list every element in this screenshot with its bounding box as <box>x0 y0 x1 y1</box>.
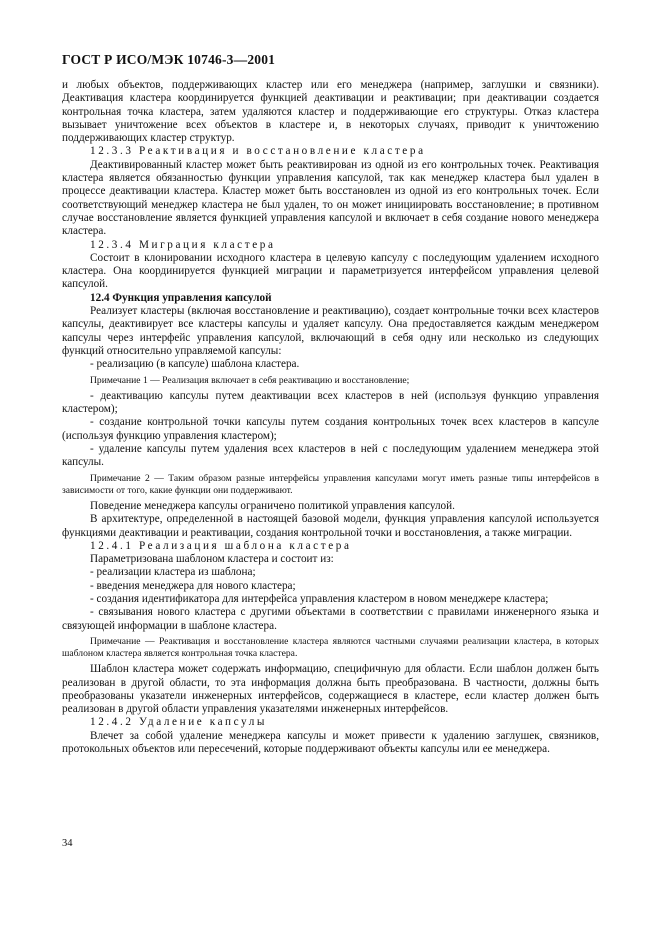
list-item: - деактивацию капсулы путем деактивации всех кластеров в ней (используя функцию управления кластером); <box>62 389 599 416</box>
paragraph: Состоит в клонировании исходного кластера в целевую капсулу с последующим удалением исходного кластера. Она координируется функцией миграции и параметризуется интерфейсом управления целевой капсулой. <box>62 251 599 291</box>
paragraph: Поведение менеджера капсулы ограничено политикой управления капсулой. <box>90 499 455 512</box>
section-heading-12-4-2: 12.4.2 Удаление капсулы <box>90 716 268 729</box>
page-body <box>62 79 599 756</box>
list-item: - удаление капсулы путем удаления всех кластеров в ней с последующим удалением менеджера этой капсулы. <box>62 442 599 469</box>
paragraph: Реализует кластеры (включая восстановление и реактивацию), создает контрольные точки всех кластеров капсулы, деактивирует все кластеры капсулы и удаляет капсулу. Она предоставляется каждым менеджером капсулы через интерфейс управления капсулой, включающий в себя одну или несколько из следующих функций относительно управляемой капсулы: <box>62 305 599 357</box>
paragraph: В архитектуре, определенной в настоящей базовой модели, функция управления капсулой используется функциями деактивации и реактивации, создания контрольной точки и восстановления, а также миграции. <box>62 513 599 539</box>
section-heading-12-3-3: 12.3.3 Реактивация и восстановление кластера <box>90 145 426 158</box>
paragraph: и любых объектов, поддерживающих кластер или его менеджера (например, заглушки и связники). Деактивация кластера координируется функцией деактивации и реактивации; при деактивации создается контрольная точка кластера, затем удаляются кластер и поддерживающие его структуры. Отказ кластера вызывает уничтожение всех объектов в кластере и, в некоторых случаях, приводит к уничтожению поддерживающих кластер структур. <box>62 79 599 145</box>
paragraph: Шаблон кластера может содержать информацию, специфичную для области. Если шаблон должен быть реализован в другой области, то эта информация должна быть преобразована. В частности, должны быть преобразованы указатели инженерных интерфейсов, содержащиеся в кластере, если кластер должен быть реализован в другой области управления указателями инженерных интерфейсов. <box>62 663 599 716</box>
list-item: - реализации кластера из шаблона; <box>90 566 256 579</box>
list-item: - создание контрольной точки капсулы путем создания контрольных точек всех кластеров в капсуле (используя функцию управления кластером); <box>62 416 599 442</box>
paragraph: Влечет за собой удаление менеджера капсулы и может привести к удалению заглушек, связников, протокольных объектов или пересечений, которые поддерживают объекты капсулы или ее менеджера. <box>62 729 599 756</box>
paragraph: Деактивированный кластер может быть реактивирован из одной из его контрольных точек. Реактивация кластера является обязанностью функции управления капсулой, так как менеджер кластера был удален в процессе деактивации кластера. Кластер может быть восстановлен из одной из его контрольных точек. Если соответствующий менеджер кластера не был удален, то он может инициировать восстановление; в противном случае восстановление является функцией управления капсулой и включает в себя создание нового менеджера кластера. <box>62 158 599 238</box>
section-heading-12-4: 12.4 Функция управления капсулой <box>90 291 272 304</box>
note-1: Примечание 1 — Реализация включает в себя реактивацию и восстановление; <box>90 374 410 386</box>
section-heading-12-3-4: 12.3.4 Миграция кластера <box>90 238 276 251</box>
list-item: - введения менеджера для нового кластера; <box>90 579 296 592</box>
document-header: ГОСТ Р ИСО/МЭК 10746-3—2001 <box>62 52 276 67</box>
note-2: Примечание 2 — Таким образом разные интерфейсы управления капсулами могут иметь разные типы интерфейсов в зависимости от того, какие функции они поддерживают. <box>62 472 599 496</box>
note-3: Примечание — Реактивация и восстановление кластера являются частными случаями реализации кластера, в которых шаблоном кластера является контрольная точка кластера. <box>62 635 599 660</box>
section-heading-12-4-1: 12.4.1 Реализация шаблона кластера <box>90 539 352 552</box>
list-item: - создания идентификатора для интерфейса управления кластером в новом менеджере кластера; <box>90 593 549 605</box>
paragraph: Параметризована шаблоном кластера и состоит из: <box>90 553 334 566</box>
page-number: 34 <box>62 838 73 849</box>
list-item: - связывания нового кластера с другими объектами в соответствии с правилами инженерного языка и связующей информации в шаблоне кластера. <box>62 606 599 632</box>
list-item: - реализацию (в капсуле) шаблона кластера. <box>90 358 300 371</box>
